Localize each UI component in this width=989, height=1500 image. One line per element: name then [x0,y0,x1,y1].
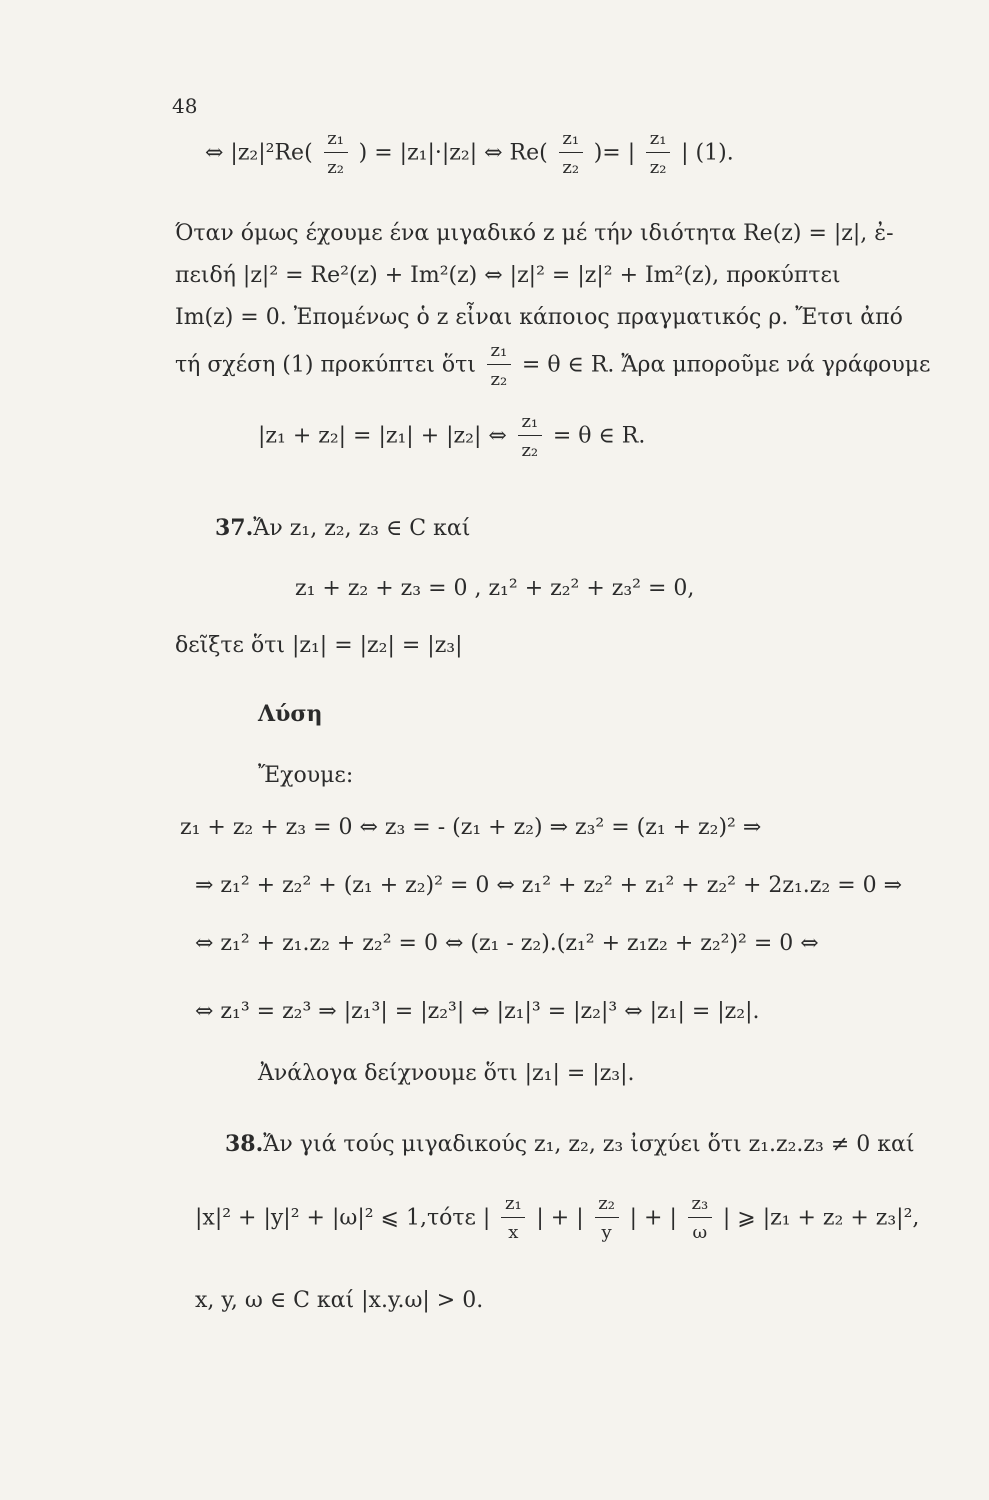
fraction: $\frac{\text{z₂}}{y}$ [595,1195,619,1242]
text-line-2: Όταν όμως έχουμε ένα μιγαδικό z μέ τήν ιδιότητα Re(z) = |z|, ἐ- [175,221,894,246]
problem-37: 37.Ἄν z₁, z₂, z₃ ∈ C καί [215,515,471,541]
problem-number: 37. [215,515,254,541]
fraction: $\frac{\text{z₁}}{\text{z₂}}$ [646,130,670,177]
equation-line-1: ⇔ |z₂|²Re( $\frac{\text{z₁}}{\text{z₂}}$ ) = |z₁|·|z₂| ⇔ Re( $\frac{\text{z₁}}{\text{z₂}}$ )= | $\frac{\text{z₁}}{\text{z₂}}$ | (1). [205,128,734,178]
fraction: $\frac{\text{z₁}}{\text{z₂}}$ [324,130,348,177]
text-line-3: πειδή |z|² = Re²(z) + Im²(z) ⇔ |z|² = |z|² + Im²(z), προκύπτει [175,263,841,288]
equation-line-15: ⇔ z₁³ = z₂³ ⇒ |z₁³| = |z₂³| ⇔ |z₁|³ = |z₂|³ ⇔ |z₁| = |z₂|. [195,999,760,1024]
equation-line-12: z₁ + z₂ + z₃ = 0 ⇔ z₃ = - (z₁ + z₂) ⇒ z₃² = (z₁ + z₂)² ⇒ [180,815,762,840]
problem-38: 38.Ἄν γιά τούς μιγαδικούς z₁, z₂, z₃ ἰσχύει ὅτι z₁.z₂.z₃ ≠ 0 καί [225,1131,915,1157]
text-line-11: Ἔχουμε: [258,763,354,788]
equation-line-13: ⇒ z₁² + z₂² + (z₁ + z₂)² = 0 ⇔ z₁² + z₂² + z₁² + z₂² + 2z₁.z₂ = 0 ⇒ [195,873,903,898]
fraction: $\frac{\text{z₁}}{\text{z₂}}$ [518,413,542,460]
problem-number: 38. [225,1131,264,1157]
equation-line-14: ⇔ z₁² + z₁.z₂ + z₂² = 0 ⇔ (z₁ - z₂).(z₁² + z₁z₂ + z₂²)² = 0 ⇔ [195,931,819,956]
fraction: $\frac{\text{z₁}}{x}$ [501,1195,525,1242]
page-number: 48 [172,94,198,118]
text-line-4: Im(z) = 0. Ἐπομένως ὁ z εἶναι κάποιος πραγματικός ρ. Ἔτσι ἀπό [175,305,903,330]
fraction: $\frac{\text{z₁}}{\text{z₂}}$ [559,130,583,177]
solution-heading: Λύση [258,701,323,727]
text-line-9: δεῖξτε ὅτι |z₁| = |z₂| = |z₃| [175,633,463,658]
equation-line-6: |z₁ + z₂| = |z₁| + |z₂| ⇔ $\frac{\text{z₁}}{\text{z₂}}$ = θ ∈ R. [258,411,646,461]
text-line-19: x, y, ω ∈ C καί |x.y.ω| > 0. [195,1288,484,1313]
fraction: $\frac{\text{z₃}}{\omega}$ [688,1195,712,1242]
equation-line-18: |x|² + |y|² + |ω|² ⩽ 1,τότε | $\frac{\text{z₁}}{x}$ | + | $\frac{\text{z₂}}{y}$ | + | $\frac{\text{z₃}}{\omega}$ | ⩾ |z₁ + z₂ + z₃|², [195,1193,920,1243]
text-line-5: τή σχέση (1) προκύπτει ὅτι $\frac{\text{z₁}}{\text{z₂}}$ = θ ∈ R. Ἄρα μποροῦμε νά γράφουμε [175,340,931,390]
text-line-16: Ἀνάλογα δείχνουμε ὅτι |z₁| = |z₃|. [258,1061,635,1086]
equation-line-8: z₁ + z₂ + z₃ = 0 , z₁² + z₂² + z₃² = 0, [295,576,695,601]
fraction: $\frac{\text{z₁}}{\text{z₂}}$ [487,342,511,389]
